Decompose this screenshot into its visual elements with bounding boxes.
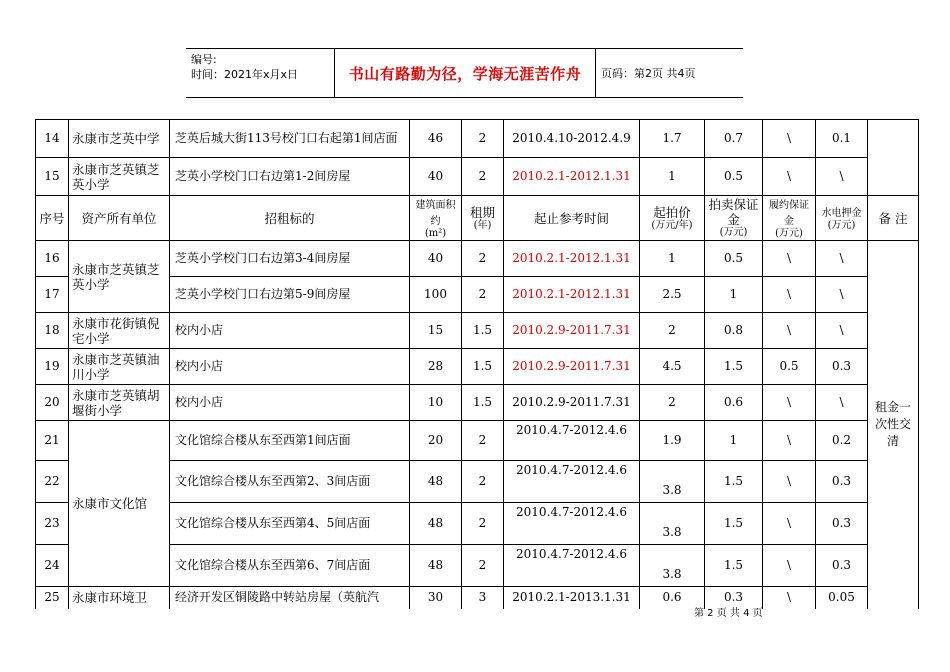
- cell-term: 2: [462, 503, 504, 545]
- cell-perf-deposit: \: [763, 277, 816, 313]
- cell-seq: 18: [36, 313, 69, 349]
- motto: 书山有路勤为径，学海无涯苦作舟: [334, 49, 596, 97]
- cell-auction-deposit: 1: [705, 277, 763, 313]
- header-owner: 资产所有单位: [69, 196, 170, 241]
- cell-auction-deposit: 0.5: [705, 241, 763, 277]
- cell-seq: 17: [36, 277, 69, 313]
- cell-start-price: 3.8: [640, 461, 705, 503]
- cell-perf-deposit: \: [763, 421, 816, 461]
- cell-start-price: 3.8: [640, 503, 705, 545]
- cell-perf-deposit: \: [763, 587, 816, 609]
- header-area: [410, 196, 462, 241]
- cell-target: 芝英小学校门口右边第5-9间房屋: [170, 277, 410, 313]
- cell-owner: 永康市芝英镇芝英小学: [69, 158, 170, 196]
- cell-auction-deposit: 0.5: [705, 158, 763, 196]
- cell-period: 2010.4.7-2012.4.6: [504, 421, 640, 461]
- table-row: [36, 385, 919, 421]
- cell-perf-deposit: \: [763, 385, 816, 421]
- header-period: 起止参考时间: [504, 196, 640, 241]
- number-label: 编号:: [191, 53, 217, 66]
- cell-perf-deposit: \: [763, 120, 816, 158]
- header-target: 招租标的: [170, 196, 410, 241]
- cell-area: 20: [410, 421, 462, 461]
- cell-remark: [868, 241, 919, 609]
- cell-auction-deposit: 0.6: [705, 385, 763, 421]
- cell-area: 48: [410, 545, 462, 587]
- table-row: [36, 241, 919, 277]
- header-utility-deposit-label: 水电押金: [821, 208, 862, 219]
- cell-seq: 21: [36, 421, 69, 461]
- cell-seq: 14: [36, 120, 69, 158]
- cell-auction-deposit: 0.7: [705, 120, 763, 158]
- header-area-unit: (m²): [424, 228, 447, 239]
- cell-target: 芝英小学校门口右边第3-4间房屋: [170, 241, 410, 277]
- cell-owner: 永康市环境卫: [69, 587, 170, 609]
- cell-utility-deposit: 0.2: [816, 421, 868, 461]
- cell-term: 1.5: [462, 385, 504, 421]
- cell-target: 经济开发区铜陵路中转站房屋（英航汽: [170, 587, 410, 609]
- cell-area: 10: [410, 385, 462, 421]
- cell-start-price: 2.5: [640, 277, 705, 313]
- header-term-unit: (年): [473, 219, 492, 231]
- cell-utility-deposit: \: [816, 313, 868, 349]
- table-header-row: [36, 196, 919, 241]
- cell-auction-deposit: 0.8: [705, 313, 763, 349]
- cell-start-price: 1.7: [640, 120, 705, 158]
- table-row: [36, 421, 919, 461]
- table-row: [36, 120, 919, 158]
- cell-owner: 永康市芝英镇油川小学: [69, 349, 170, 385]
- cell-term: 3: [462, 587, 504, 609]
- cell-start-price: 4.5: [640, 349, 705, 385]
- cell-owner: 永康市芝英镇芝英小学: [69, 241, 170, 313]
- cell-owner: 永康市芝英中学: [69, 120, 170, 158]
- cell-target: 文化馆综合楼从东至西第1间店面: [170, 421, 410, 461]
- cell-area: 48: [410, 461, 462, 503]
- cell-term: 2: [462, 277, 504, 313]
- page-label: 页码：第2页 共4页: [601, 67, 696, 80]
- cell-target: 校内小店: [170, 385, 410, 421]
- cell-target: 文化馆综合楼从东至西第6、7间店面: [170, 545, 410, 587]
- cell-period: 2010.2.1-2012.1.31: [504, 241, 640, 277]
- remark-text: 租金一次性交清: [874, 400, 911, 449]
- cell-term: 2: [462, 158, 504, 196]
- cell-owner: 永康市花街镇倪宅小学: [69, 313, 170, 349]
- cell-period: 2010.2.1-2012.1.31: [504, 277, 640, 313]
- cell-seq: 25: [36, 587, 69, 609]
- cell-utility-deposit: 0.3: [816, 461, 868, 503]
- cell-utility-deposit: 0.3: [816, 349, 868, 385]
- cell-period: 2010.4.7-2012.4.6: [504, 545, 640, 587]
- cell-target: 文化馆综合楼从东至西第4、5间店面: [170, 503, 410, 545]
- header-perf-deposit: [763, 196, 816, 241]
- header-start-price-unit: (万元/年): [651, 219, 693, 231]
- cell-target: 文化馆综合楼从东至西第2、3间店面: [170, 461, 410, 503]
- cell-period: 2010.4.7-2012.4.6: [504, 503, 640, 545]
- cell-start-price: 1: [640, 158, 705, 196]
- cell-period: 2010.2.1-2013.1.31: [504, 587, 640, 609]
- cell-utility-deposit: 0.05: [816, 587, 868, 609]
- cell-seq: 15: [36, 158, 69, 196]
- header-utility-deposit-unit: (万元): [827, 220, 856, 231]
- header-area-label: 建筑面积约: [415, 200, 456, 227]
- table-row: [36, 587, 919, 609]
- cell-perf-deposit: \: [763, 313, 816, 349]
- cell-auction-deposit: 1.5: [705, 503, 763, 545]
- cell-remark-empty: [868, 120, 919, 196]
- cell-period: 2010.2.9-2011.7.31: [504, 313, 640, 349]
- cell-auction-deposit: 1.5: [705, 461, 763, 503]
- cell-auction-deposit: 0.3: [705, 587, 763, 609]
- cell-perf-deposit: \: [763, 158, 816, 196]
- cell-area: 28: [410, 349, 462, 385]
- header-auction-deposit: [705, 196, 763, 241]
- cell-seq: 16: [36, 241, 69, 277]
- cell-period: 2010.2.9-2011.7.31: [504, 385, 640, 421]
- cell-area: 100: [410, 277, 462, 313]
- cell-target: 芝英后城大街113号校门口右起第1间店面: [170, 120, 410, 158]
- cell-term: 2: [462, 545, 504, 587]
- cell-utility-deposit: 0.3: [816, 545, 868, 587]
- cell-owner: 永康市芝英镇胡堰街小学: [69, 385, 170, 421]
- cell-period: 2010.4.10-2012.4.9: [504, 120, 640, 158]
- cell-utility-deposit: \: [816, 241, 868, 277]
- cell-seq: 24: [36, 545, 69, 587]
- header-start-price: [640, 196, 705, 241]
- cell-seq: 19: [36, 349, 69, 385]
- cell-start-price: 2: [640, 385, 705, 421]
- table-row: [36, 349, 919, 385]
- cell-period: 2010.2.1-2012.1.31: [504, 158, 640, 196]
- page-header: [186, 48, 743, 98]
- header-seq: 序号: [36, 196, 69, 241]
- cell-area: 40: [410, 158, 462, 196]
- table-row: [36, 313, 919, 349]
- cell-utility-deposit: \: [816, 158, 868, 196]
- page-footer: 第 2 页 共 4 页: [694, 608, 763, 619]
- cell-utility-deposit: 0.1: [816, 120, 868, 158]
- header-auction-deposit-unit: (万元): [719, 227, 748, 238]
- cell-area: 40: [410, 241, 462, 277]
- cell-perf-deposit: \: [763, 461, 816, 503]
- cell-term: 2: [462, 241, 504, 277]
- cell-area: 15: [410, 313, 462, 349]
- cell-start-price: 3.8: [640, 545, 705, 587]
- cell-area: 30: [410, 587, 462, 609]
- lease-table: [35, 119, 919, 609]
- cell-utility-deposit: \: [816, 277, 868, 313]
- header-perf-deposit-unit: (万元): [775, 228, 803, 239]
- cell-area: 48: [410, 503, 462, 545]
- cell-utility-deposit: \: [816, 385, 868, 421]
- header-term: [462, 196, 504, 241]
- header-term-label: 租期: [469, 204, 495, 220]
- cell-period: 2010.2.9-2011.7.31: [504, 349, 640, 385]
- header-remark: 备 注: [868, 196, 919, 241]
- cell-term: 1.5: [462, 349, 504, 385]
- cell-utility-deposit: 0.3: [816, 503, 868, 545]
- cell-auction-deposit: 1.5: [705, 545, 763, 587]
- cell-owner: 永康市文化馆: [69, 421, 170, 587]
- cell-auction-deposit: 1.5: [705, 349, 763, 385]
- cell-area: 46: [410, 120, 462, 158]
- cell-start-price: 2: [640, 313, 705, 349]
- header-start-price-label: 起拍价: [653, 204, 691, 220]
- cell-start-price: 0.6: [640, 587, 705, 609]
- cell-auction-deposit: 1: [705, 421, 763, 461]
- cell-target: 校内小店: [170, 313, 410, 349]
- cell-seq: 23: [36, 503, 69, 545]
- header-utility-deposit: [816, 196, 868, 241]
- header-meta: [191, 52, 298, 82]
- cell-perf-deposit: 0.5: [763, 349, 816, 385]
- cell-term: 2: [462, 120, 504, 158]
- time-label: 时间：2021年x月x日: [191, 68, 299, 81]
- cell-term: 2: [462, 461, 504, 503]
- cell-term: 2: [462, 421, 504, 461]
- cell-seq: 20: [36, 385, 69, 421]
- table-row: [36, 158, 919, 196]
- cell-target: 校内小店: [170, 349, 410, 385]
- cell-period: 2010.4.7-2012.4.6: [504, 461, 640, 503]
- header-auction-deposit-label: 拍卖保证金: [708, 197, 759, 227]
- cell-term: 1.5: [462, 313, 504, 349]
- header-perf-deposit-label: 履约保证金: [769, 200, 809, 227]
- cell-perf-deposit: \: [763, 503, 816, 545]
- cell-seq: 22: [36, 461, 69, 503]
- cell-target: 芝英小学校门口右边第1-2间房屋: [170, 158, 410, 196]
- cell-start-price: 1.9: [640, 421, 705, 461]
- cell-perf-deposit: \: [763, 241, 816, 277]
- cell-start-price: 1: [640, 241, 705, 277]
- cell-perf-deposit: \: [763, 545, 816, 587]
